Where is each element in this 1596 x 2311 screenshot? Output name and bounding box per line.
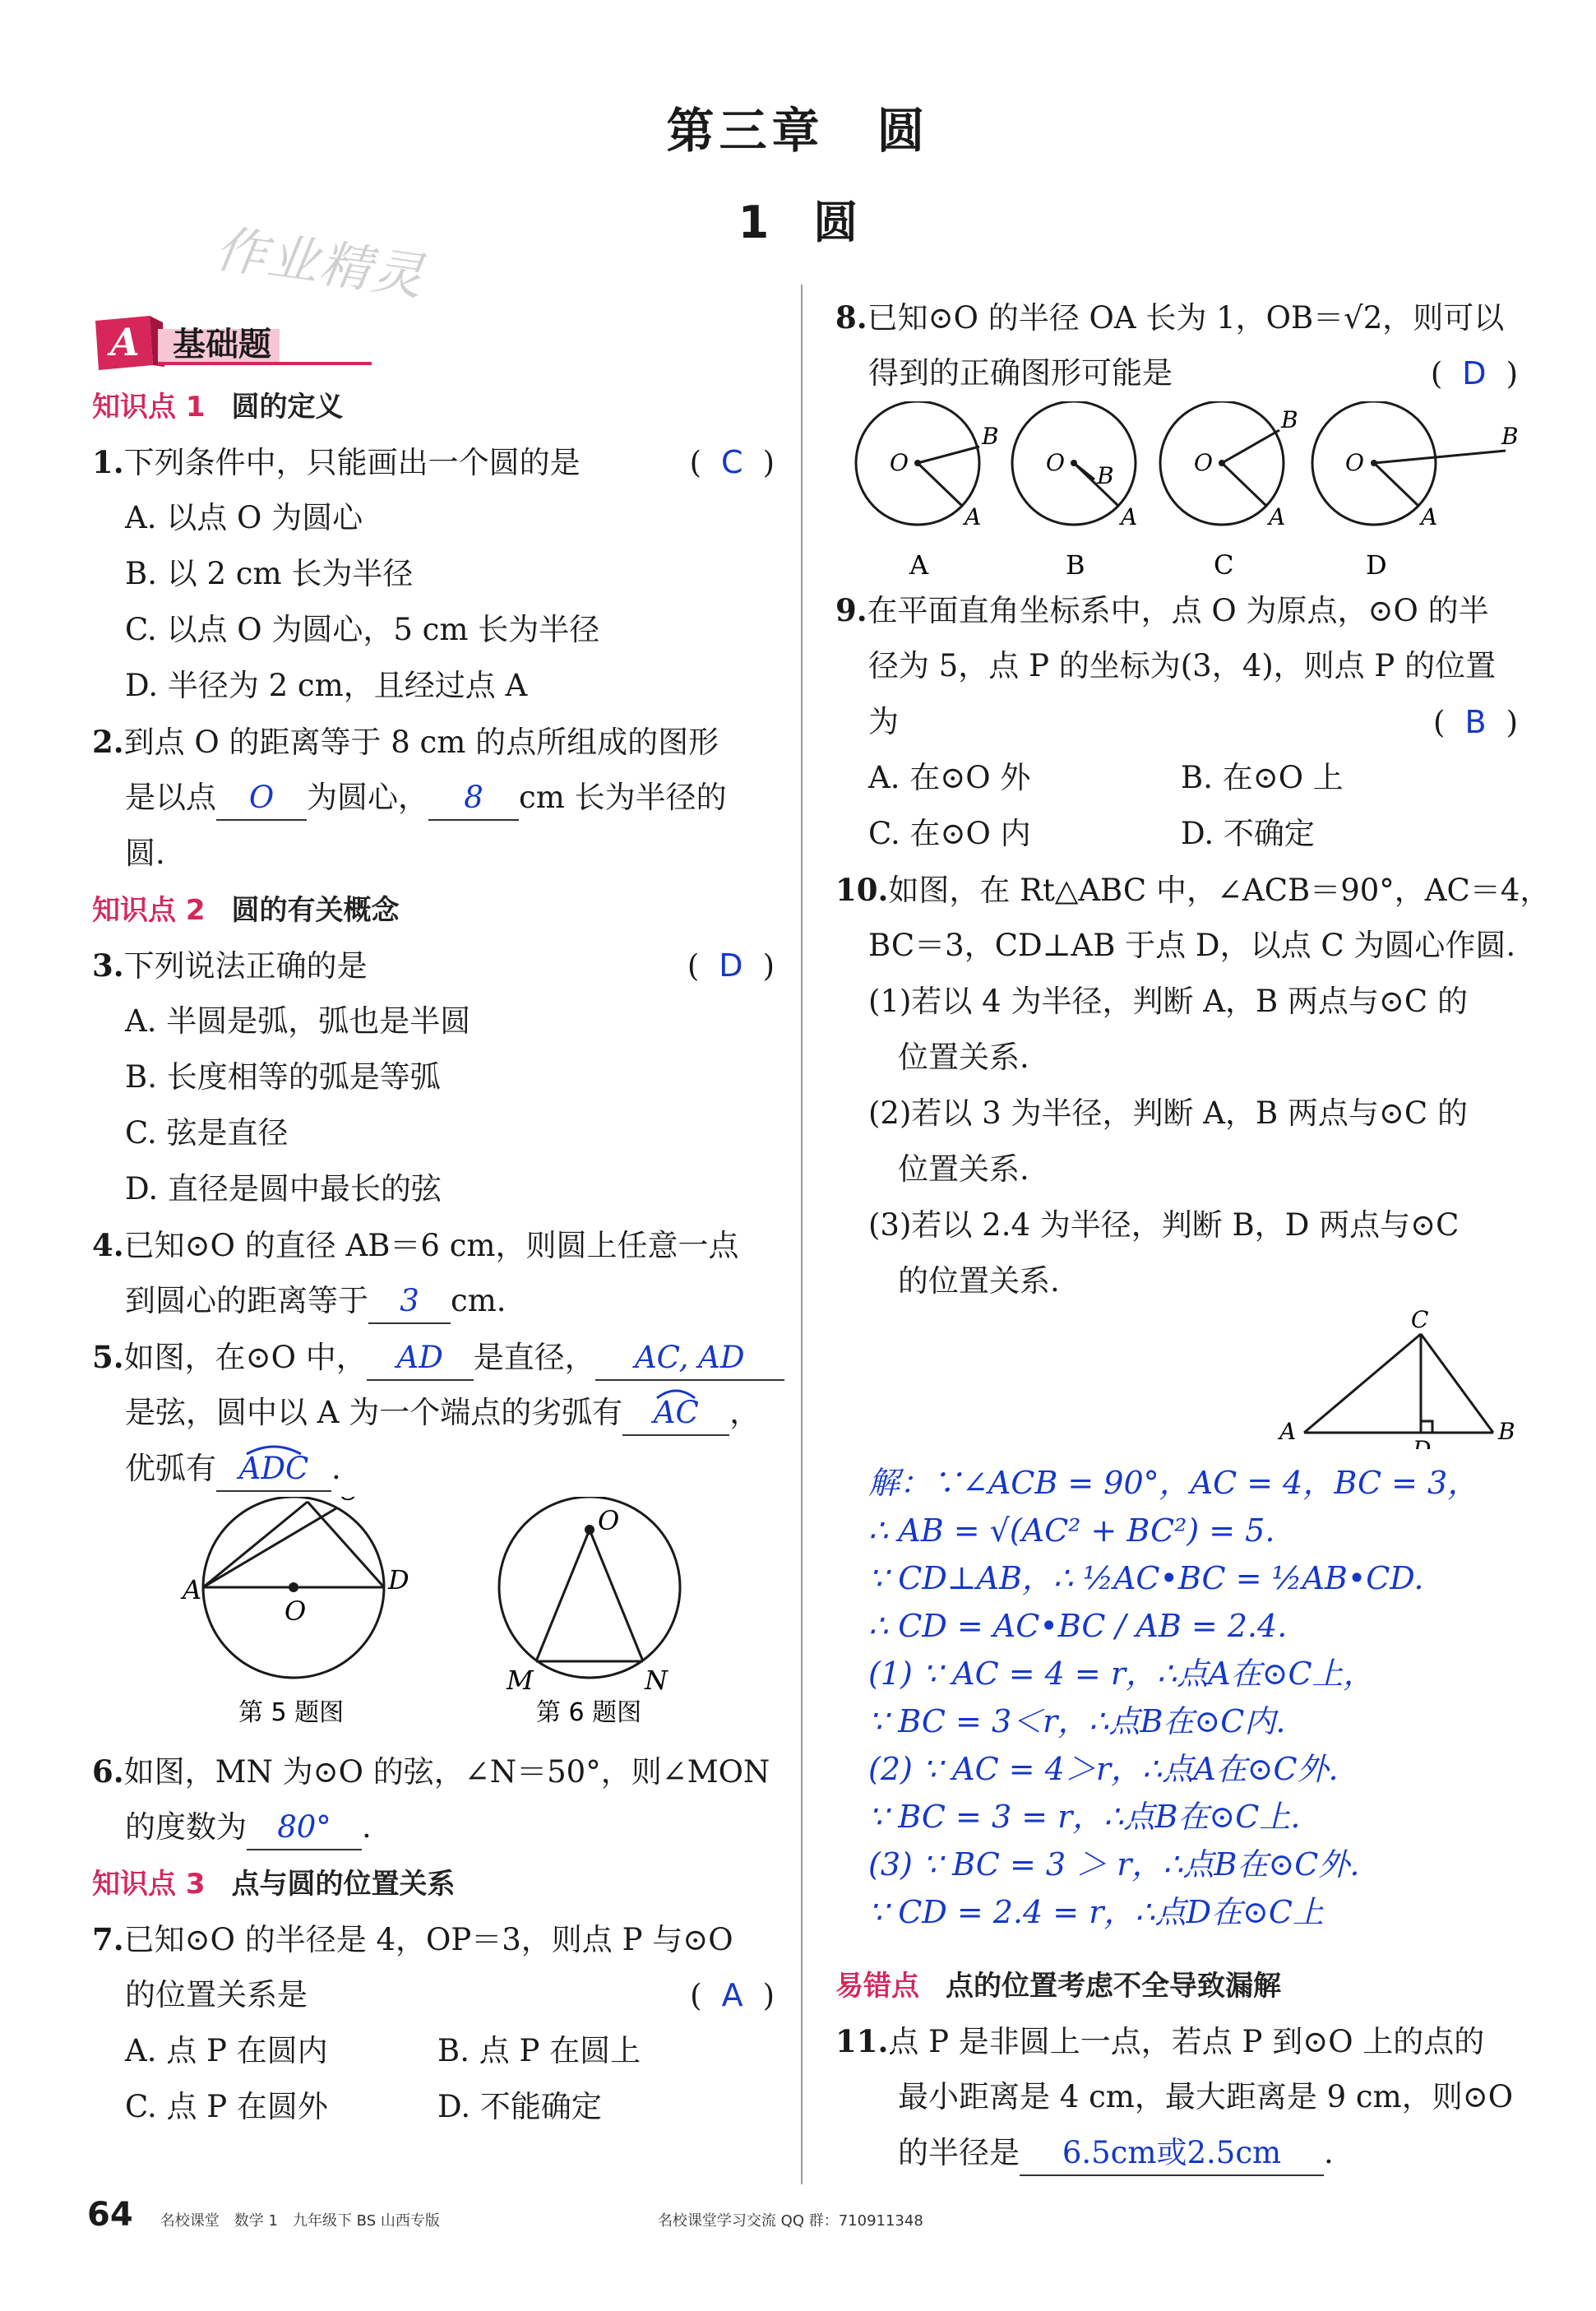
svg-text:O: O	[1046, 449, 1065, 476]
svg-text:B: B	[1066, 549, 1085, 581]
watermark: 作业精灵	[211, 218, 429, 308]
q2-line3: 圆.	[125, 836, 165, 871]
svg-text:B: B	[1498, 1418, 1515, 1445]
q6-line1: 6.如图，MN 为⊙O 的弦，∠N＝50°，则∠MON	[92, 1753, 770, 1790]
q7-line2: 的位置关系是 ( A )	[92, 1967, 775, 2023]
q7-opts-row1: A. 点 P 在圆内 B. 点 P 在圆上	[125, 2033, 641, 2068]
q2-blank-2: 8	[428, 776, 519, 821]
svg-text:B	[289, 1497, 309, 1503]
q5-blank-2: AC, AD	[595, 1336, 784, 1381]
q3-opt-d: D. 直径是圆中最长的弦	[125, 1171, 442, 1206]
q5-blank-3: AC	[622, 1392, 729, 1436]
q10-triangle	[835, 1309, 1518, 1449]
chapter-title: 第三章 圆	[666, 103, 930, 159]
q3-opt-b: B. 长度相等的弧是等弧	[125, 1059, 441, 1095]
q10-line1: 10.如图，在 Rt△ABC 中，∠ACB＝90°，AC＝4，	[835, 872, 1551, 908]
svg-text:C: C	[1214, 549, 1234, 581]
q10-p1a: (1)若以 4 为半径，判断 A，B 两点与⊙C 的	[868, 984, 1468, 1019]
svg-text:C: C	[1411, 1309, 1429, 1333]
q7-opts-row2: C. 点 P 在圆外 D. 不能确定	[125, 2089, 602, 2124]
q3-answer: ( D )	[687, 947, 775, 984]
svg-text:A: A	[183, 1574, 202, 1605]
section-title: 1 圆	[738, 197, 858, 248]
q11-line3: 的半径是 6.5cm或2.5cm .	[835, 2125, 1518, 2181]
solution-line: ∵ CD⊥AB，∴ ½AC•BC = ½AB•CD.	[868, 1560, 1424, 1596]
svg-text:A: A	[965, 503, 982, 530]
page-number: 64	[87, 2196, 133, 2234]
kp2-heading: 知识点 2 圆的有关概念	[92, 894, 400, 927]
q8-figures-graphic	[835, 401, 1518, 582]
q1-opt-a: A. 以点 O 为圆心	[125, 500, 363, 535]
q5-blank-4: ADC	[216, 1447, 331, 1492]
footer	[87, 2196, 923, 2234]
q10-solution	[835, 1459, 1518, 1936]
q1-opt-c: C. 以点 O 为圆心，5 cm 长为半径	[125, 612, 600, 647]
solution-line: ∵ BC = 3＜r，∴点B在⊙C内.	[868, 1703, 1286, 1739]
q1-stem: 1.下列条件中，只能画出一个圆的是 ( C )	[92, 434, 775, 490]
q5-blank-1: AD	[367, 1336, 474, 1381]
svg-text:D: D	[388, 1564, 409, 1595]
solution-line: ∵ BC = 3 = r，∴点B在⊙C上.	[868, 1799, 1301, 1835]
fig-5-6-row	[92, 1497, 775, 1744]
q10-figure	[835, 1309, 1518, 1449]
q9-opts-row2: C. 在⊙O 内 D. 不确定	[868, 816, 1315, 851]
svg-text:第 5 题图: 第 5 题图	[238, 1698, 345, 1727]
kp1-heading: 知识点 1 圆的定义	[92, 391, 344, 424]
svg-text:B: B	[1281, 406, 1298, 433]
right-column	[835, 289, 1551, 2181]
q11-line1: 11.点 P 是非圆上一点，若点 P 到⊙O 上的点的	[835, 2023, 1485, 2059]
fig6-circle	[499, 1497, 680, 1678]
q9-line3: 为 ( B )	[835, 694, 1518, 750]
q5-line2: 是弦，圆中以 A 为一个端点的劣弧有 AC ，	[92, 1385, 775, 1441]
level-badge-graphic	[92, 316, 388, 372]
solution-line: ∴ AB = √(AC² + BC²) = 5.	[868, 1512, 1275, 1549]
q1-opt-b: B. 以 2 cm 长为半径	[125, 556, 414, 591]
solution-line: ∵ CD = 2.4 = r，∴点D在⊙C上	[868, 1894, 1324, 1930]
q9-line2: 径为 5，点 P 的坐标为(3，4)，则点 P 的位置	[868, 648, 1497, 683]
error-point-heading: 易错点 点的位置考虑不全导致漏解	[835, 1970, 1281, 2003]
solution-line: ∴ CD = AC•BC / AB = 2.4.	[868, 1608, 1288, 1644]
q6-blank: 80°	[247, 1806, 362, 1850]
q8-line2: 得到的正确图形可能是 ( D )	[835, 345, 1518, 401]
q2-blank-1: O	[216, 776, 307, 821]
q3-opt-a: A. 半圆是弧，弧也是半圆	[125, 1003, 471, 1039]
kp3-heading: 知识点 3 点与圆的位置关系	[92, 1868, 456, 1901]
q11-line2: 最小距离是 4 cm，最大距离是 9 cm，则⊙O	[898, 2079, 1514, 2114]
q2-line2: 是以点 O 为圆心， 8 cm 长为半径的	[92, 770, 775, 826]
q5-line3: 优弧有 ADC .	[92, 1441, 775, 1497]
svg-text:M: M	[507, 1665, 534, 1696]
svg-text:N: N	[645, 1665, 668, 1696]
solution-line: 解：∵∠ACB = 90°，AC = 4，BC = 3，	[868, 1465, 1479, 1501]
svg-text:B: B	[1097, 462, 1114, 489]
solution-line: (1) ∵ AC = 4 = r，∴点A在⊙C上，	[868, 1656, 1375, 1692]
q8-figures	[835, 401, 1518, 582]
q10-p2b: 位置关系.	[898, 1151, 1029, 1187]
q3-stem: 3.下列说法正确的是 ( D )	[92, 938, 775, 993]
svg-text:O: O	[598, 1505, 620, 1536]
q10-p1b: 位置关系.	[898, 1040, 1029, 1075]
svg-text:A: A	[1121, 503, 1138, 530]
svg-text:A: A	[909, 549, 929, 581]
q9-answer: ( B )	[1433, 704, 1518, 740]
svg-text:O: O	[285, 1595, 307, 1627]
arc-mark-icon	[245, 1444, 303, 1456]
fig-5-6	[92, 1497, 766, 1744]
arc-mark-icon	[655, 1388, 696, 1400]
q10-p2a: (2)若以 3 为半径，判断 A，B 两点与⊙C 的	[868, 1095, 1468, 1131]
footer-book: 名校课堂 数学 1 九年级下 BS 山西专版	[160, 2212, 440, 2230]
level-badge	[92, 316, 388, 375]
q11-blank: 6.5cm或2.5cm	[1020, 2132, 1324, 2176]
q1-opt-d: D. 半径为 2 cm，且经过点 A	[125, 668, 528, 703]
svg-text:D	[1412, 1436, 1431, 1449]
q5-line1: 5.如图，在⊙O 中， AD 是直径， AC, AD	[92, 1329, 775, 1385]
q10-p3b: 的位置关系.	[898, 1263, 1060, 1299]
q7-line1: 7.已知⊙O 的半径是 4，OP＝3，则点 P 与⊙O	[92, 1921, 733, 1957]
q4-blank: 3	[368, 1280, 451, 1324]
badge-label: 基础题	[173, 326, 271, 364]
q6-line2: 的度数为 80° .	[92, 1799, 775, 1855]
q2-line1: 2.到点 O 的距离等于 8 cm 的点所组成的图形	[92, 724, 719, 760]
q10-line2: BC＝3，CD⊥AB 于点 D，以点 C 为圆心作圆.	[868, 928, 1516, 963]
column-divider	[801, 285, 803, 2184]
q7-answer: ( A )	[690, 1977, 775, 2013]
svg-text:A: A	[1269, 503, 1286, 530]
svg-text:B: B	[982, 423, 999, 450]
svg-text:B: B	[1501, 423, 1518, 450]
q9-opts-row1: A. 在⊙O 外 B. 在⊙O 上	[868, 760, 1344, 795]
left-column	[92, 378, 775, 2135]
q10-p3a: (3)若以 2.4 为半径，判断 B，D 两点与⊙C	[868, 1207, 1460, 1243]
svg-text:O: O	[1194, 449, 1213, 476]
q4-line1: 4.已知⊙O 的直径 AB＝6 cm，则圆上任意一点	[92, 1227, 739, 1263]
footer-qq: 名校课堂学习交流 QQ 群：710911348	[657, 2212, 923, 2230]
svg-text:A: A	[1279, 1418, 1297, 1445]
q1-answer: ( C )	[689, 444, 775, 480]
svg-text:A: A	[1421, 503, 1438, 530]
q3-opt-c: C. 弦是直径	[125, 1115, 289, 1151]
q9-line1: 9.在平面直角坐标系中，点 O 为原点，⊙O 的半	[835, 592, 1489, 628]
svg-text:D: D	[1366, 549, 1387, 581]
svg-text:C	[339, 1497, 359, 1507]
svg-text:O: O	[890, 449, 909, 476]
solution-line: (3) ∵ BC = 3 ＞ r，∴点B在⊙C外.	[868, 1846, 1360, 1883]
q8-line1: 8.已知⊙O 的半径 OA 长为 1，OB＝√2，则可以	[835, 299, 1505, 336]
badge-letter: A	[110, 320, 140, 364]
q8-answer: ( D )	[1430, 355, 1518, 391]
svg-text:O: O	[1345, 449, 1364, 476]
svg-text:第 6 题图: 第 6 题图	[536, 1698, 642, 1727]
solution-line: (2) ∵ AC = 4＞r，∴点A在⊙C外.	[868, 1751, 1339, 1787]
q4-line2: 到圆心的距离等于 3 cm.	[92, 1273, 775, 1329]
